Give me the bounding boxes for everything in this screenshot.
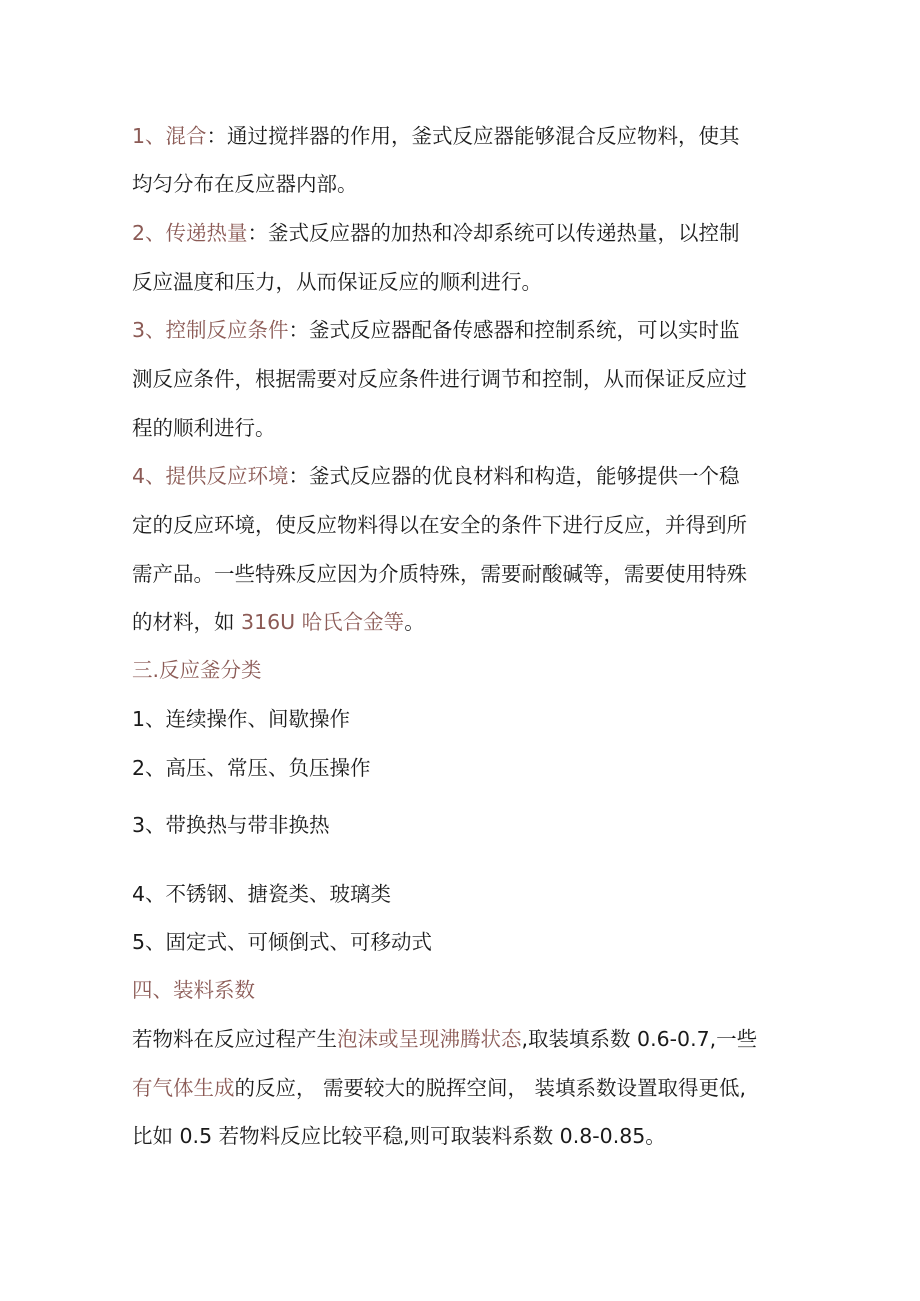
class-item-2: 2、高压、常压、负压操作 [132, 756, 371, 780]
item3-line2: 测反应条件，根据需要对反应条件进行调节和控制，从而保证反应过 [132, 367, 747, 391]
fill-factor-line1 [132, 1024, 757, 1054]
item2-text: ：釜式反应器的加热和冷却系统可以传递热量，以控制 [247, 221, 740, 245]
item1-line1 [132, 121, 740, 151]
class-item-1: 1、连续操作、间歇操作 [132, 707, 351, 731]
item4-number: 4、 [132, 464, 166, 488]
section-heading-classification: 三.反应釜分类 [132, 658, 262, 682]
foam-highlight: 泡沫或呈现沸腾状态 [337, 1027, 522, 1051]
item2-line1 [132, 218, 740, 248]
item1-term: 混合 [165, 124, 207, 148]
para-text: 的反应， 需要较大的脱挥空间， 装填系数设置取得更低, [234, 1076, 747, 1100]
item4-text: ：釜式反应器的优良材料和构造，能够提供一个稳 [288, 464, 740, 488]
item3-line3: 程的顺利进行。 [132, 416, 276, 440]
item1-number: 1、 [132, 124, 166, 148]
gas-highlight: 有气体生成 [132, 1076, 235, 1100]
class-item-3: 3、带换热与带非换热 [132, 813, 330, 837]
item2-line2: 反应温度和压力，从而保证反应的顺利进行。 [132, 270, 542, 294]
item4-line4-end: 。 [404, 610, 425, 634]
class-item-4: 4、不锈钢、搪瓷类、玻璃类 [132, 882, 392, 906]
item3-term: 控制反应条件 [165, 318, 289, 342]
item3-text: ：釜式反应器配备传感器和控制系统，可以实时监 [288, 318, 740, 342]
item4-line2: 定的反应环境，使反应物料得以在安全的条件下进行反应，并得到所 [132, 513, 747, 537]
section-heading-fill-factor: 四、装料系数 [132, 978, 255, 1002]
item4-line4 [132, 607, 425, 637]
item4-line1 [132, 461, 740, 491]
fill-factor-line3: 比如 0.5 若物料反应比较平稳,则可取装料系数 0.8-0.85。 [132, 1124, 666, 1148]
item4-line3: 需产品。一些特殊反应因为介质特殊，需要耐酸碱等，需要使用特殊 [132, 562, 747, 586]
item2-number: 2、 [132, 221, 166, 245]
item2-term: 传递热量 [165, 221, 248, 245]
fill-factor-line2 [132, 1073, 746, 1103]
item1-line2: 均匀分布在反应器内部。 [132, 172, 358, 196]
para-text: 若物料在反应过程产生 [132, 1027, 337, 1051]
item4-term: 提供反应环境 [165, 464, 289, 488]
para-text: ,取装填系数 0.6-0.7,一些 [521, 1027, 758, 1051]
item3-number: 3、 [132, 318, 166, 342]
material-highlight: 316U 哈氏合金等 [241, 610, 405, 634]
class-item-5: 5、固定式、可倾倒式、可移动式 [132, 930, 433, 954]
item1-text: ：通过搅拌器的作用，釜式反应器能够混合反应物料，使其 [206, 124, 740, 148]
item4-line4-start: 的材料，如 [132, 610, 242, 634]
item3-line1 [132, 315, 740, 345]
